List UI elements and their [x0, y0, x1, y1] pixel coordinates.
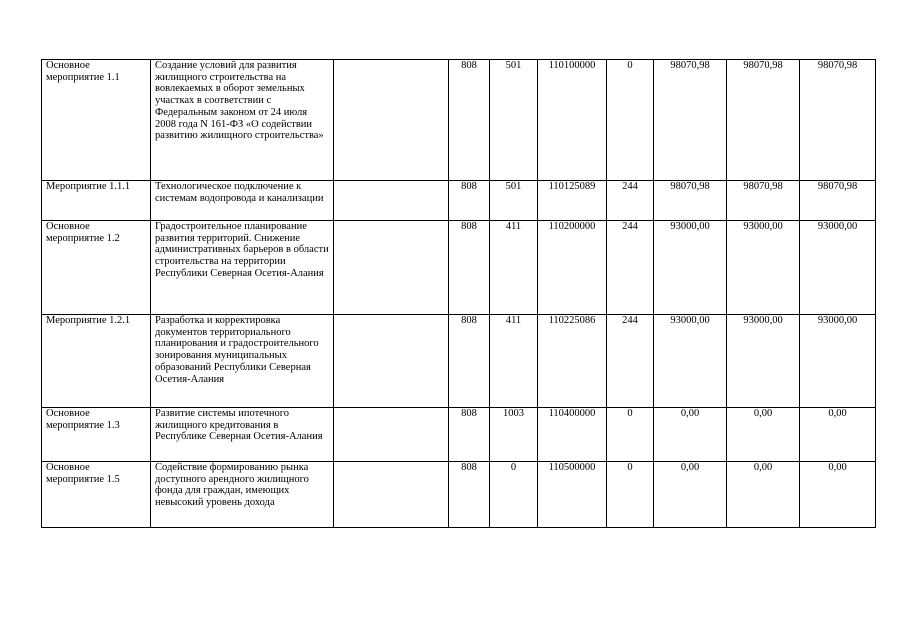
row-year1: 0,00 — [654, 462, 727, 528]
table-row — [42, 462, 876, 528]
row-csr: 110225086 — [538, 315, 607, 408]
row-rzpr: 501 — [490, 181, 538, 221]
row-grbs: 808 — [449, 315, 490, 408]
table-row — [42, 221, 876, 315]
row-year2: 98070,98 — [727, 60, 800, 181]
row-executor — [334, 408, 449, 462]
row-csr: 110400000 — [538, 408, 607, 462]
row-rzpr: 411 — [490, 315, 538, 408]
row-vr: 244 — [607, 181, 654, 221]
row-name: Основное мероприятие 1.5 — [42, 462, 151, 528]
row-year3: 0,00 — [800, 408, 876, 462]
row-year2: 0,00 — [727, 408, 800, 462]
row-year2: 93000,00 — [727, 221, 800, 315]
row-vr: 0 — [607, 462, 654, 528]
row-executor — [334, 60, 449, 181]
row-grbs: 808 — [449, 60, 490, 181]
row-grbs: 808 — [449, 462, 490, 528]
row-year2: 0,00 — [727, 462, 800, 528]
table-row — [42, 60, 876, 181]
row-csr: 110100000 — [538, 60, 607, 181]
row-year1: 98070,98 — [654, 60, 727, 181]
row-vr: 244 — [607, 221, 654, 315]
row-rzpr: 501 — [490, 60, 538, 181]
row-description: Создание условий для развития жилищного строительства на вовлекаемых в оборот земельных участках в соответствии с Федеральным законом от 24 июля 2008 года N 161-ФЗ «О содействии развитию жилищного строительства» — [151, 60, 334, 181]
row-vr: 0 — [607, 60, 654, 181]
row-vr: 0 — [607, 408, 654, 462]
row-year1: 93000,00 — [654, 315, 727, 408]
row-csr: 110500000 — [538, 462, 607, 528]
row-vr: 244 — [607, 315, 654, 408]
row-rzpr: 411 — [490, 221, 538, 315]
budget-table — [41, 59, 876, 528]
row-name: Основное мероприятие 1.1 — [42, 60, 151, 181]
table-row — [42, 315, 876, 408]
row-grbs: 808 — [449, 221, 490, 315]
row-description: Содействие формированию рынка доступного арендного жилищного фонда для граждан, имеющих невысокий уровень дохода — [151, 462, 334, 528]
row-executor — [334, 181, 449, 221]
row-year3: 93000,00 — [800, 315, 876, 408]
row-description: Технологическое подключение к системам водопровода и канализации — [151, 181, 334, 221]
row-year1: 93000,00 — [654, 221, 727, 315]
row-description: Развитие системы ипотечного жилищного кредитования в Республике Северная Осетия-Алания — [151, 408, 334, 462]
row-executor — [334, 462, 449, 528]
row-year2: 93000,00 — [727, 315, 800, 408]
row-year3: 93000,00 — [800, 221, 876, 315]
row-grbs: 808 — [449, 181, 490, 221]
row-csr: 110125089 — [538, 181, 607, 221]
table-row — [42, 408, 876, 462]
row-grbs: 808 — [449, 408, 490, 462]
row-year3: 98070,98 — [800, 181, 876, 221]
table-row — [42, 181, 876, 221]
row-name: Мероприятие 1.1.1 — [42, 181, 151, 221]
row-year3: 98070,98 — [800, 60, 876, 181]
row-year1: 0,00 — [654, 408, 727, 462]
row-year2: 98070,98 — [727, 181, 800, 221]
row-description: Градостроительное планирование развития территорий. Снижение административных барьеров в области строительства на территории Республики Северная Осетия-Алания — [151, 221, 334, 315]
row-executor — [334, 221, 449, 315]
row-executor — [334, 315, 449, 408]
row-rzpr: 0 — [490, 462, 538, 528]
row-name: Основное мероприятие 1.2 — [42, 221, 151, 315]
row-year3: 0,00 — [800, 462, 876, 528]
row-rzpr: 1003 — [490, 408, 538, 462]
row-name: Мероприятие 1.2.1 — [42, 315, 151, 408]
row-csr: 110200000 — [538, 221, 607, 315]
row-description: Разработка и корректировка документов территориального планирования и градостроительного зонирования муниципальных образований Республики Северная Осетия-Алания — [151, 315, 334, 408]
row-year1: 98070,98 — [654, 181, 727, 221]
row-name: Основное мероприятие 1.3 — [42, 408, 151, 462]
